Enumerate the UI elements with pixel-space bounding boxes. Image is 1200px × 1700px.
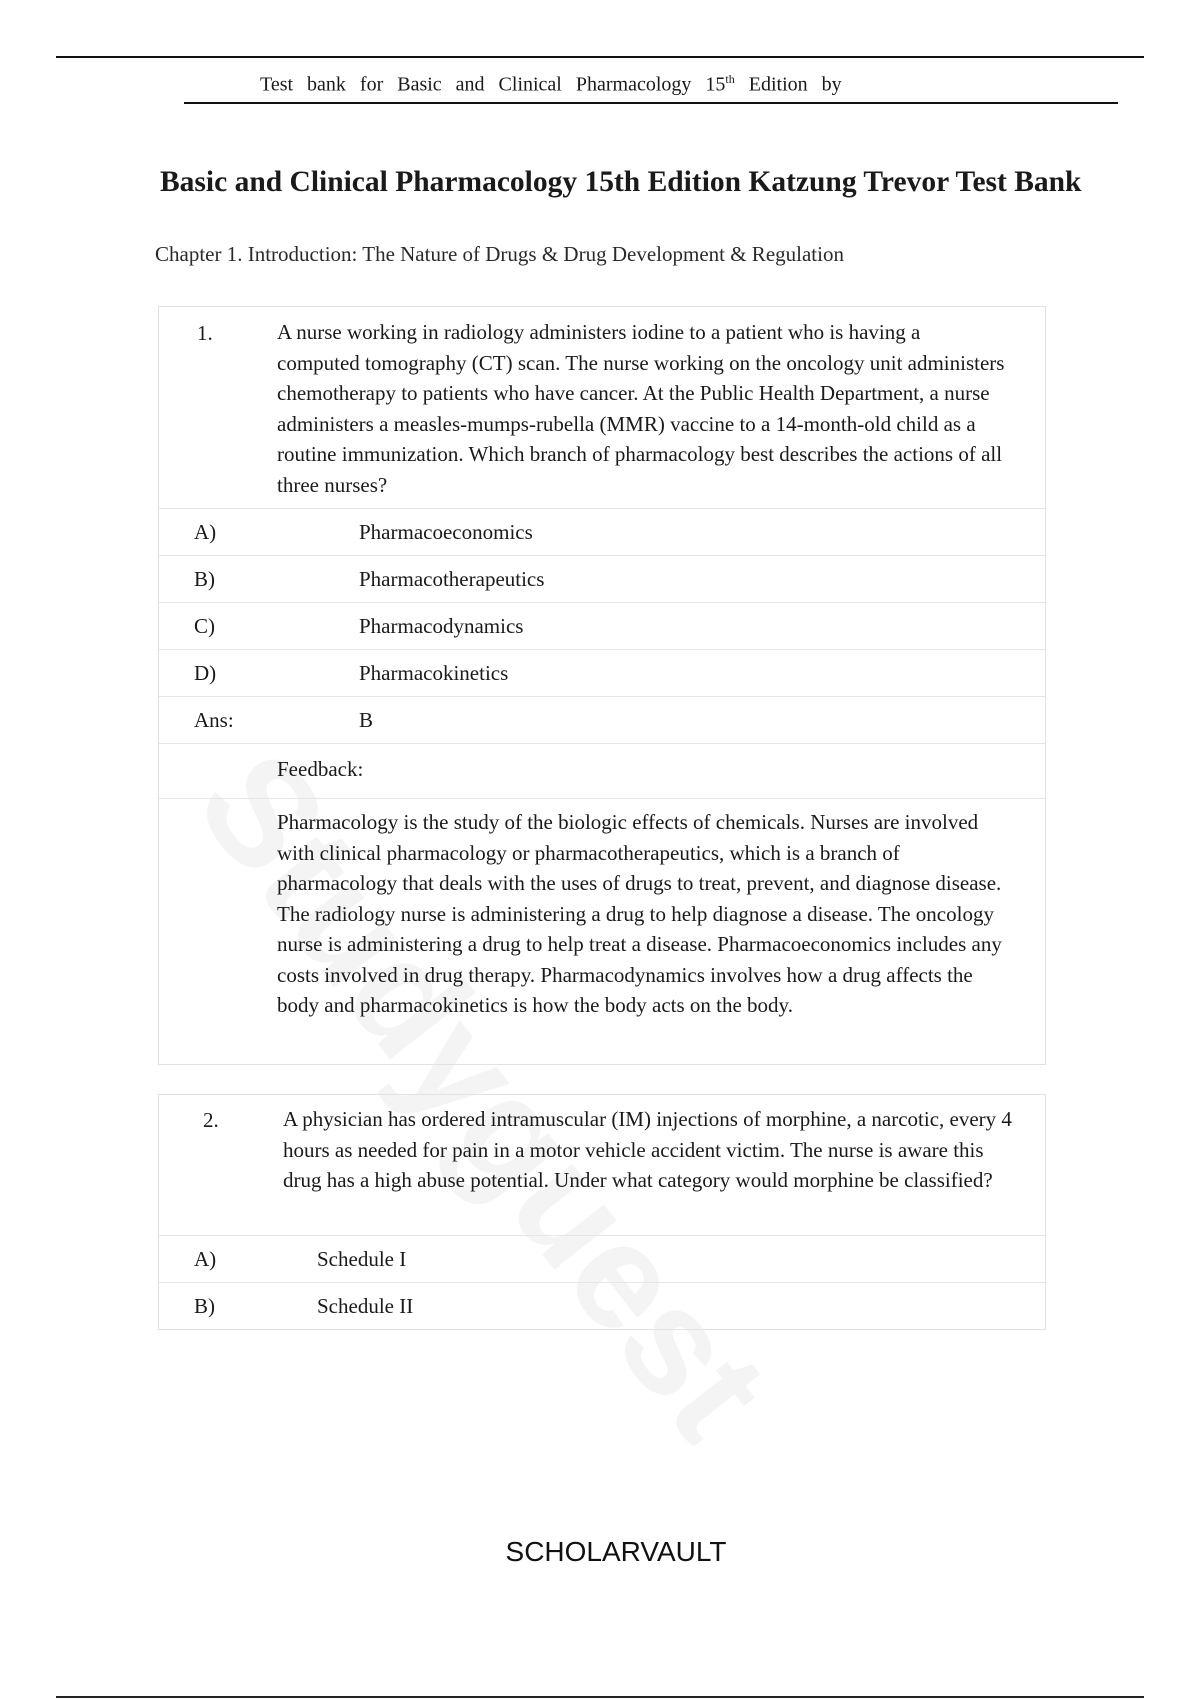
question-stem: A physician has ordered intramuscular (IM) injections of morphine, a narcotic, every 4 hours as needed for pain in a motor vehicle accident victim. The nurse is aware this drug has a high abuse potential. Under what category would morphine be classified?: [283, 1107, 1012, 1192]
option-text: Schedule I: [317, 1247, 407, 1271]
running-header-text: Test bank for Basic and Clinical Pharmacology 15th Edition by: [260, 72, 842, 96]
bottom-rule: [56, 1696, 1144, 1698]
question-2-stem-row: [159, 1095, 1045, 1236]
option-text: Pharmacokinetics: [359, 661, 509, 685]
question-number: 1.: [197, 321, 213, 345]
top-rule: [56, 56, 1144, 58]
document-title: Basic and Clinical Pharmacology 15th Edition Katzung Trevor Test Bank: [160, 166, 1082, 198]
footer-brand: SCHOLARVAULT: [505, 1536, 727, 1567]
option-text: Pharmacotherapeutics: [359, 567, 545, 591]
answer-label: Ans:: [194, 708, 234, 732]
question-1-box: [158, 306, 1046, 1065]
feedback-text-row: [159, 799, 1045, 1064]
answer-row: [159, 697, 1045, 744]
option-letter: A): [194, 1247, 217, 1271]
option-b-row[interactable]: [159, 1283, 1045, 1329]
chapter-heading: Chapter 1. Introduction: The Nature of Drugs & Drug Development & Regulation: [155, 242, 844, 266]
option-a-row[interactable]: [159, 1236, 1045, 1283]
option-letter: D): [194, 661, 217, 685]
question-1-stem-row: [159, 307, 1045, 509]
answer-value: B: [359, 708, 374, 732]
option-letter: B): [194, 567, 215, 591]
feedback-text: Pharmacology is the study of the biologic effects of chemicals. Nurses are involved with clinical pharmacology or pharmacotherapeutics, which is a branch of pharmacology that deals with the uses of drugs to treat, prevent, and diagnose disease. The radiology nurse is administering a drug to help diagnose a disease. The oncology nurse is administering a drug to help treat a disease. Pharmacoeconomics includes any costs involved in drug therapy. Pharmacodynamics involves how a drug affects the body and pharmacokinetics is how the body acts on the body.: [277, 810, 1002, 1017]
option-letter: C): [194, 614, 215, 638]
question-2-box: [158, 1094, 1046, 1330]
option-text: Schedule II: [317, 1294, 414, 1318]
option-a-row[interactable]: [159, 509, 1045, 556]
question-number: 2.: [203, 1108, 219, 1132]
option-text: Pharmacoeconomics: [359, 520, 533, 544]
feedback-label-row: [159, 744, 1045, 799]
option-text: Pharmacodynamics: [359, 614, 524, 638]
running-header: [184, 68, 1118, 104]
option-b-row[interactable]: [159, 556, 1045, 603]
option-d-row[interactable]: [159, 650, 1045, 697]
option-letter: A): [194, 520, 217, 544]
question-stem: A nurse working in radiology administers iodine to a patient who is having a computed tomography (CT) scan. The nurse working on the oncology unit administers chemotherapy to patients who have cancer. At the Public Health Department, a nurse administers a measles-mumps-rubella (MMR) vaccine to a 14-month-old child as a routine immunization. Which branch of pharmacology best describes the actions of all three nurses?: [277, 320, 1005, 497]
option-letter: B): [194, 1294, 215, 1318]
feedback-label: Feedback:: [277, 757, 364, 781]
option-c-row[interactable]: [159, 603, 1045, 650]
